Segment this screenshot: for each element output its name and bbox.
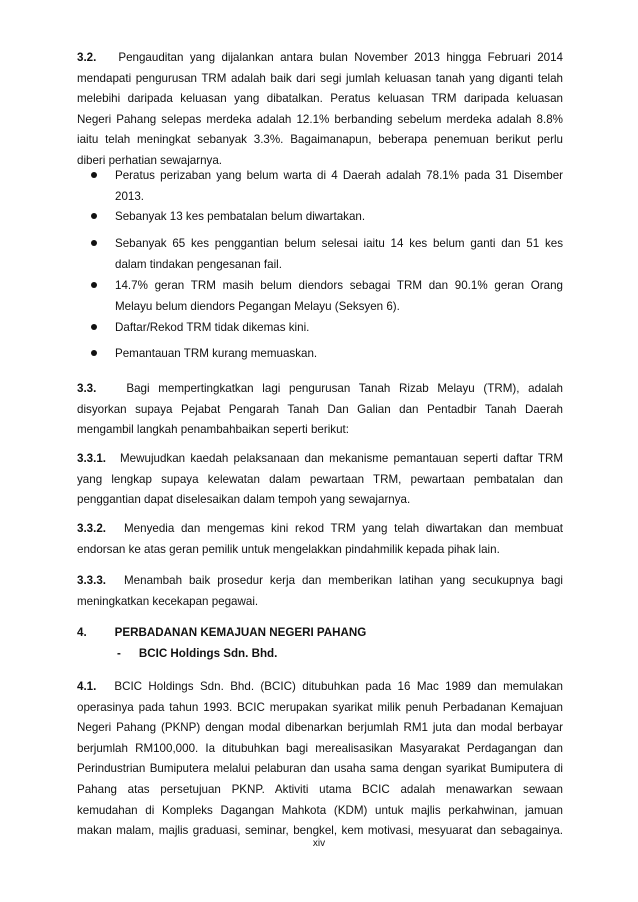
paragraph-line: operasinya pada tahun 1993. BCIC merupakan syarikat milik penuh Perbadanan Kemajuan bbox=[77, 700, 563, 714]
paragraph-line: disyorkan supaya Pejabat Pengarah Tanah Dan Galian dan Pentadbir Tanah Daerah bbox=[77, 402, 563, 416]
bullet-line: 2013. bbox=[115, 189, 145, 203]
paragraph-line: endorsan ke atas geran pemilik untuk mengelakkan pindahmilik kepada pihak lain. bbox=[77, 542, 500, 556]
paragraph-line: Pengauditan yang dijalankan antara bulan November 2013 hingga Februari 2014 bbox=[118, 51, 563, 64]
paragraph-line: berjumlah RM100,000. Ia ditubuhkan bagi merealisasikan Masyarakat Perdagangan dan bbox=[77, 741, 563, 755]
paragraph-line: Bagi mempertingkatkan lagi pengurusan Tanah Rizab Melayu (TRM), adalah bbox=[126, 382, 563, 395]
bullet-line: dalam tindakan pengesanan fail. bbox=[115, 257, 282, 271]
bullet-icon bbox=[91, 324, 97, 330]
bullet-line: Peratus perizaban yang belum warta di 4 Daerah adalah 78.1% pada 31 Disember bbox=[115, 169, 563, 182]
section-heading bbox=[77, 623, 366, 644]
paragraph-line: mendapati pengurusan TRM adalah baik dari segi jumlah keluasan tanah yang diganti telah bbox=[77, 71, 563, 85]
section-title: PERBADANAN KEMAJUAN NEGERI PAHANG bbox=[114, 626, 367, 639]
section-subtitle: BCIC Holdings Sdn. Bhd. bbox=[138, 647, 278, 660]
paragraph-3-3-2 bbox=[77, 519, 563, 560]
paragraph-line: makan malam, majlis graduasi, seminar, bengkel, kem motivasi, mesyuarat dan sebagainya. bbox=[77, 824, 563, 838]
section-number: 4.1. bbox=[77, 680, 97, 693]
paragraph-line: kemudahan di Kompleks Dagangan Mahkota (KDM) untuk majlis perkahwinan, jamuan bbox=[77, 803, 563, 817]
paragraph-line: meningkatkan kecekapan pegawai. bbox=[77, 594, 259, 608]
section-number: 3.3.3. bbox=[77, 574, 107, 587]
page-number: xiv bbox=[312, 838, 326, 849]
paragraph-line: yang lengkap supaya kelewatan dalam pewartaan TRM, pewartaan pembatalan dan bbox=[77, 472, 563, 486]
paragraph-line: penggantian dapat diselesaikan dalam tempoh yang sewajarnya. bbox=[77, 493, 411, 507]
section-number: 4. bbox=[77, 626, 87, 639]
paragraph-line: Perindustrian Bumiputera melalui pelaburan dan usaha sama dengan syarikat Bumiputera di bbox=[77, 762, 563, 776]
paragraph-line: Pahang atas persetujuan PKNP. Aktiviti utama BCIC adalah menawarkan sewaan bbox=[77, 782, 563, 796]
bullet-icon bbox=[91, 240, 97, 246]
section-subheading bbox=[117, 644, 277, 665]
bullet-icon bbox=[91, 172, 97, 178]
paragraph-3-3-1 bbox=[77, 449, 563, 511]
bullet-line: Sebanyak 13 kes pembatalan belum diwartakan. bbox=[115, 210, 366, 223]
bullet-line: Pemantauan TRM kurang memuaskan. bbox=[115, 347, 318, 360]
bullet-icon bbox=[91, 350, 97, 356]
bullet-icon bbox=[91, 282, 97, 288]
paragraph-line: Menyedia dan mengemas kini rekod TRM yang telah diwartakan dan membuat bbox=[124, 522, 563, 535]
paragraph-line: Negeri Pahang selepas merdeka adalah 12.1% berbanding sebelum merdeka adalah 8.8% bbox=[77, 112, 563, 126]
section-number: 3.3. bbox=[77, 382, 97, 395]
subheading-dash: - bbox=[117, 647, 121, 660]
paragraph-line: mengambil langkah penambahbaikan seperti berikut: bbox=[77, 423, 349, 437]
paragraph-line: BCIC Holdings Sdn. Bhd. (BCIC) ditubuhkan pada 16 Mac 1989 dan memulakan bbox=[114, 680, 563, 693]
paragraph-3-3 bbox=[77, 379, 563, 441]
paragraph-line: Menambah baik prosedur kerja dan memberikan latihan yang secukupnya bagi bbox=[124, 574, 563, 587]
bullet-line: Sebanyak 65 kes penggantian belum selesai iaitu 14 kes belum ganti dan 51 kes bbox=[115, 237, 563, 250]
paragraph-4-1 bbox=[77, 677, 563, 842]
section-number: 3.2. bbox=[77, 51, 97, 64]
section-number: 3.3.2. bbox=[77, 522, 107, 535]
paragraph-3-2 bbox=[77, 48, 563, 172]
paragraph-line: melebihi daripada keluasan yang dibatalkan. Peratus keluasan TRM daripada keluasan bbox=[77, 92, 563, 106]
paragraph-3-3-3 bbox=[77, 571, 563, 612]
paragraph-line: Mewujudkan kaedah pelaksanaan dan mekanisme pemantauan seperti daftar TRM bbox=[120, 452, 563, 465]
bullet-line: 14.7% geran TRM masih belum diendors sebagai TRM dan 90.1% geran Orang bbox=[115, 279, 563, 292]
bullet-line: Daftar/Rekod TRM tidak dikemas kini. bbox=[115, 321, 310, 334]
paragraph-line: Negeri Pahang (PKNP) dengan modal dibenarkan berjumlah RM1 juta dan modal berbayar bbox=[77, 721, 563, 735]
bullet-icon bbox=[91, 213, 97, 219]
section-number: 3.3.1. bbox=[77, 452, 107, 465]
bullet-line: Melayu belum diendors Pegangan Melayu (Seksyen 6). bbox=[115, 299, 400, 313]
paragraph-line: iaitu telah meningkat sebanyak 3.3%. Bagaimanapun, beberapa penemuan berikut perlu bbox=[77, 133, 563, 147]
paragraph-line: diberi perhatian sewajarnya. bbox=[77, 153, 223, 167]
